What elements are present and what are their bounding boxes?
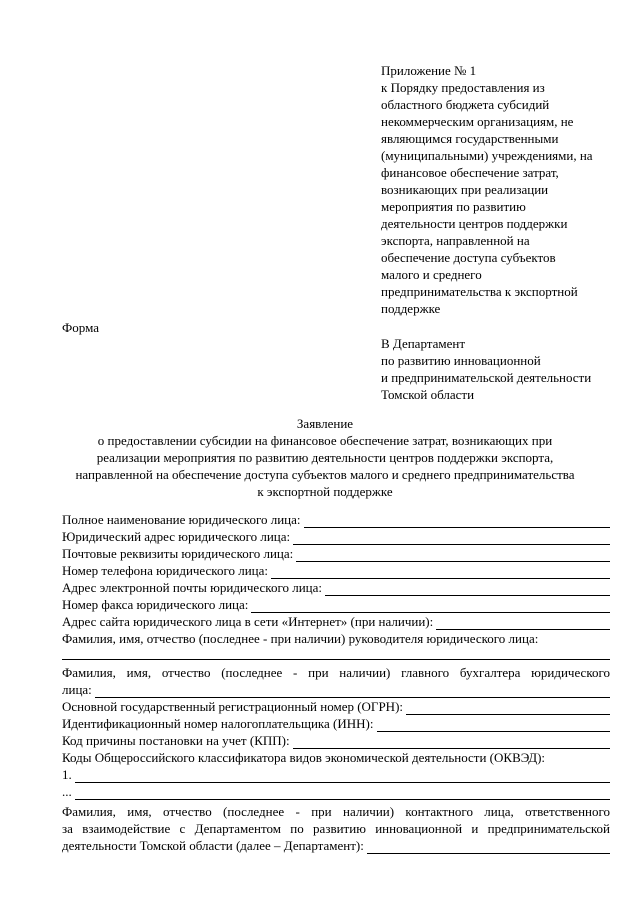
fill-line[interactable]: [75, 770, 610, 783]
field-email: [62, 579, 610, 596]
field-okved: [62, 749, 610, 766]
addressee-line: Томской области: [381, 387, 475, 402]
field-label: Юридический адрес юридического лица:: [62, 529, 291, 544]
field-label: Адрес электронной почты юридического лица:: [62, 580, 322, 595]
fill-line[interactable]: [95, 685, 610, 698]
form-label: Форма: [62, 320, 99, 335]
field-accountant: Фамилия, имя, отчество (последнее - при наличии) главного бухгалтера юридического: [62, 665, 610, 680]
fill-line[interactable]: [251, 600, 610, 613]
fill-line[interactable]: [377, 719, 611, 732]
field-okved-item-more: [62, 783, 610, 800]
fill-line[interactable]: [367, 841, 610, 854]
fill-line[interactable]: [304, 515, 611, 528]
fill-line[interactable]: [62, 647, 610, 660]
fill-line[interactable]: [325, 583, 610, 596]
fill-line[interactable]: [296, 549, 610, 562]
field-label: Почтовые реквизиты юридического лица:: [62, 546, 294, 561]
appendix-line: областного бюджета субсидий: [381, 97, 550, 112]
field-accountant-cont: [62, 681, 610, 698]
appendix-line: (муниципальными) учреждениями, на: [381, 148, 593, 163]
addressee-line: и предпринимательской деятельности: [381, 370, 592, 385]
field-label: Коды Общероссийского классификатора видов экономической деятельности (ОКВЭД):: [62, 750, 546, 765]
appendix-line: поддержке: [381, 301, 441, 316]
title-line: реализации мероприятия по развитию деятельности центров поддержки экспорта,: [96, 450, 554, 465]
field-label: 1.: [62, 767, 72, 782]
appendix-line: обеспечение доступа субъектов: [381, 250, 556, 265]
field-okved-item-1: [62, 766, 610, 783]
field-kpp: [62, 732, 610, 749]
field-director: Фамилия, имя, отчество (последнее - при наличии) руководителя юридического лица:: [62, 631, 539, 646]
title-line: о предоставлении субсидии на финансовое обеспечение затрат, возникающих при: [97, 433, 553, 448]
field-phone: [62, 562, 610, 579]
field-label: Полное наименование юридического лица:: [62, 512, 301, 527]
field-fax: [62, 596, 610, 613]
document-title: [40, 415, 610, 500]
appendix-line: малого и среднего: [381, 267, 482, 282]
fill-line[interactable]: [271, 566, 610, 579]
field-contact-cont: [62, 837, 610, 854]
fill-line[interactable]: [75, 787, 610, 800]
field-label: Номер телефона юридического лица:: [62, 563, 268, 578]
field-label: ...: [62, 784, 72, 799]
appendix-line: предпринимательства к экспортной: [381, 284, 578, 299]
appendix-line: мероприятия по развитию: [381, 199, 526, 214]
field-website: [62, 613, 610, 630]
field-contact: за взаимодействие с Департаментом по развитию инновационной и предпринимательской: [62, 821, 610, 836]
field-label: лица:: [62, 682, 92, 697]
addressee-line: В Департамент: [381, 336, 466, 351]
field-label: Код причины постановки на учет (КПП):: [62, 733, 290, 748]
field-postal: [62, 545, 610, 562]
appendix-block: [381, 62, 621, 317]
fill-line[interactable]: [406, 702, 610, 715]
title-line: направленной на обеспечение доступа субъектов малого и среднего предпринимательства: [75, 467, 575, 482]
title-line: к экспортной поддержке: [257, 484, 393, 499]
application-fields: [62, 511, 610, 854]
appendix-line: являющимся государственными: [381, 131, 559, 146]
appendix-line: финансовое обеспечение затрат,: [381, 165, 559, 180]
field-full-name: [62, 511, 610, 528]
fill-line[interactable]: [436, 617, 610, 630]
appendix-line: деятельности центров поддержки: [381, 216, 568, 231]
title-heading: Заявление: [296, 416, 354, 431]
field-label: Номер факса юридического лица:: [62, 597, 249, 612]
field-label: Идентификационный номер налогоплательщика (ИНН):: [62, 716, 374, 731]
field-inn: [62, 715, 610, 732]
field-legal-address: [62, 528, 610, 545]
addressee-block: [381, 335, 591, 403]
appendix-line: некоммерческим организациям, не: [381, 114, 574, 129]
field-contact: Фамилия, имя, отчество (последнее - при наличии) контактного лица, ответственного: [62, 804, 610, 819]
appendix-line: возникающих при реализации: [381, 182, 549, 197]
field-ogrn: [62, 698, 610, 715]
field-label: деятельности Томской области (далее – Департамент):: [62, 838, 364, 853]
appendix-line: к Порядку предоставления из: [381, 80, 545, 95]
addressee-line: по развитию инновационной: [381, 353, 541, 368]
appendix-line: Приложение № 1: [381, 63, 477, 78]
field-label: Адрес сайта юридического лица в сети «Интернет» (при наличии):: [62, 614, 434, 629]
fill-line[interactable]: [293, 736, 610, 749]
fill-line[interactable]: [293, 532, 610, 545]
field-label: Основной государственный регистрационный номер (ОГРН):: [62, 699, 404, 714]
appendix-line: экспорта, направленной на: [381, 233, 530, 248]
